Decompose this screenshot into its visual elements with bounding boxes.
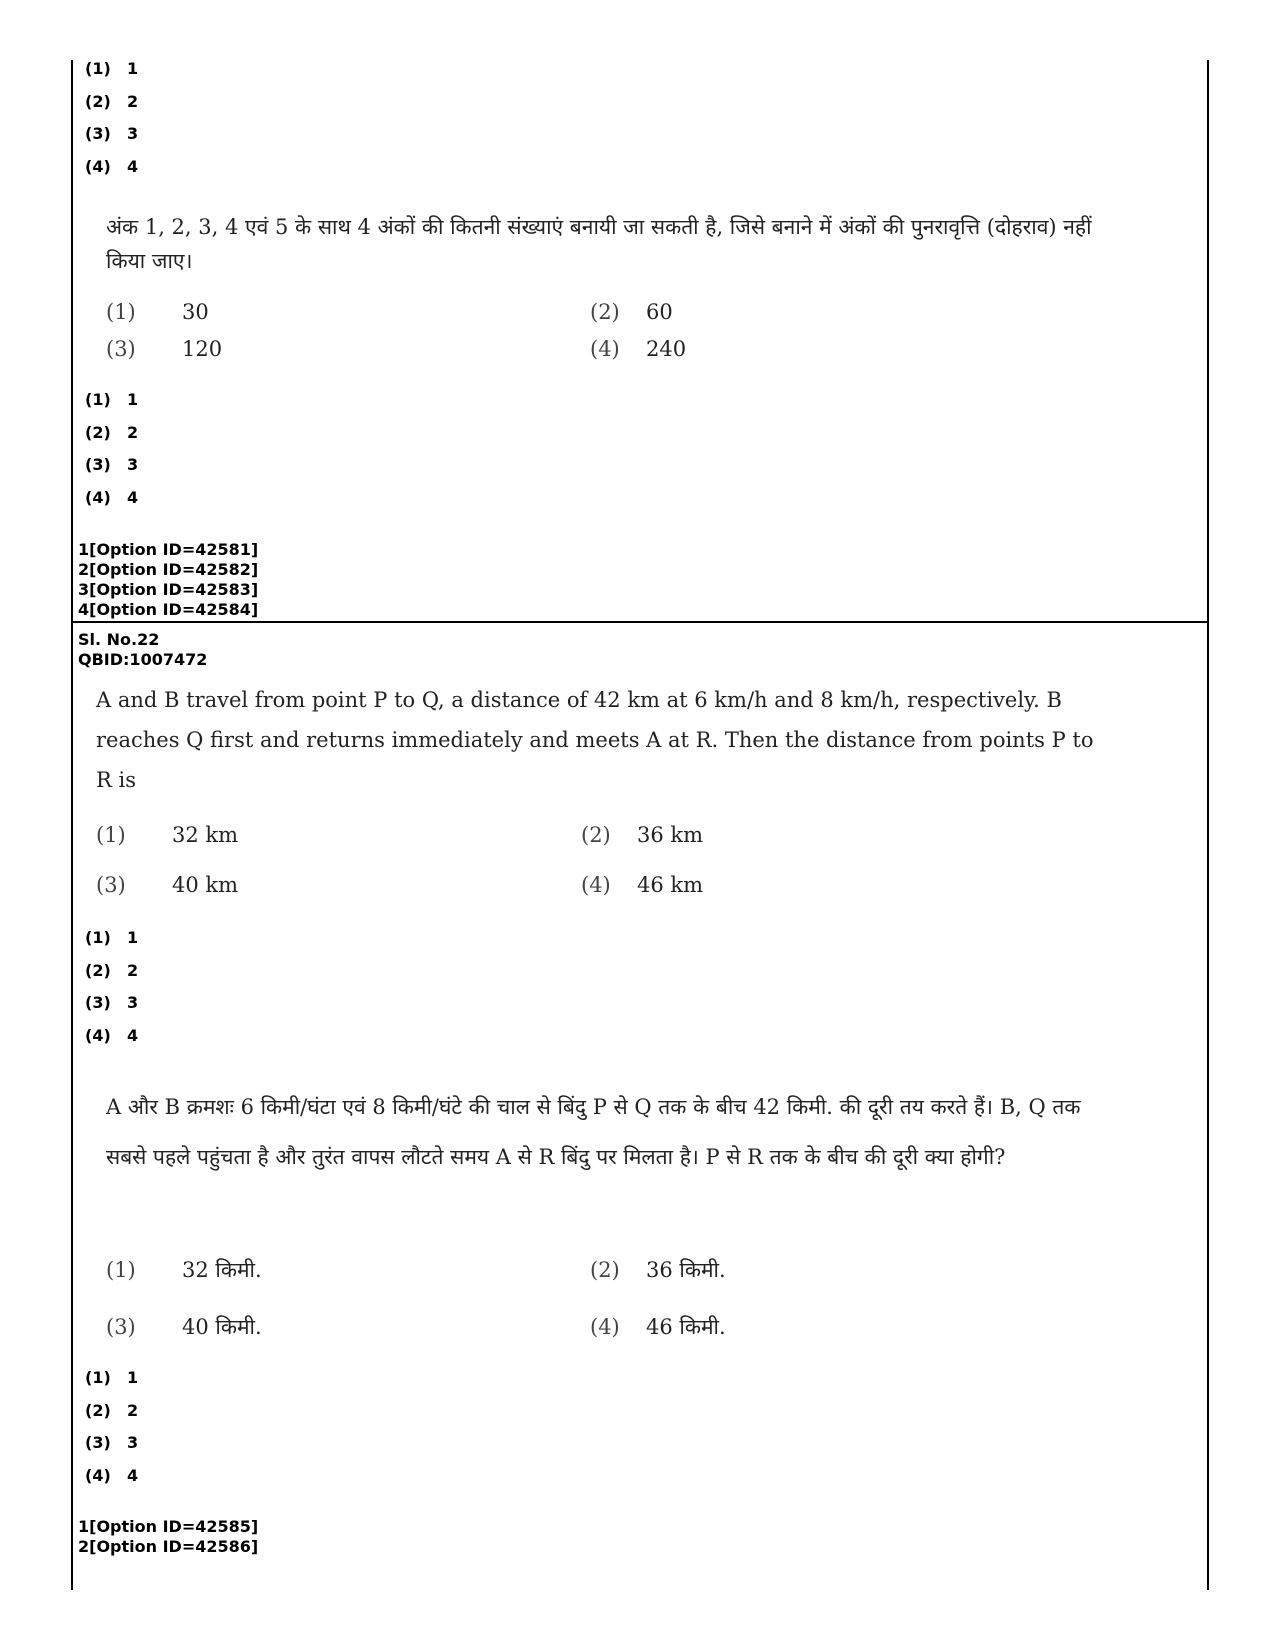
answer-list-q22-en [85, 929, 138, 1059]
q21-choice-3: (3) 120 [106, 337, 223, 361]
answer-option: (3) 3 [85, 124, 139, 143]
q22-en-choice-1: (1) 32 km [96, 823, 239, 847]
answer-option: (3) 3 [85, 993, 139, 1012]
q22-hi-choice-1: (1) 32 किमी. [106, 1258, 262, 1282]
answer-list-q21 [85, 391, 138, 521]
serial-number: Sl. No.22 [78, 630, 160, 649]
answer-option: (4) 4 [85, 1025, 139, 1045]
q22-hindi-text: A और B क्रमशः 6 किमी/घंटा एवं 8 किमी/घंटे की चाल से बिंदु P से Q तक के बीच 42 किमी. की दूरी तय करते हैं। B, Q तक सबसे पहले पहुंचता है और तुरंत वापस लौटते समय A से R बिंदु पर मिलता है। P से R तक के बीच की दूरी क्या होगी? [106, 1095, 1081, 1169]
q22-english-text: A and B travel from point P to Q, a distance of 42 km at 6 km/h and 8 km/h, respectively. B reaches Q first and returns immediately and meets A at R. Then the distance from points P to R is [96, 688, 1094, 792]
answer-list-q22-hi [85, 1369, 138, 1499]
option-id: 1[Option ID=42585] [78, 1517, 259, 1536]
answer-option: (3) 3 [85, 455, 139, 474]
answer-option: (1) 1 [85, 390, 139, 409]
option-id: 4[Option ID=42584] [78, 600, 259, 619]
qbid: QBID:1007472 [78, 650, 208, 669]
answer-option: (1) 1 [85, 1368, 139, 1387]
question-divider [71, 621, 1209, 623]
answer-option: (3) 3 [85, 1433, 139, 1452]
q22-en-choice-2: (2) 36 km [581, 823, 704, 847]
q21-option-ids [78, 540, 258, 620]
q21-choice-2: (2) 60 [590, 300, 673, 324]
q22-header [78, 630, 207, 670]
answer-option: (2) 2 [85, 1400, 139, 1420]
q22-hi-choice-4: (4) 46 किमी. [590, 1315, 726, 1339]
option-id: 3[Option ID=42583] [78, 580, 259, 599]
q21-choice-1: (1) 30 [106, 300, 209, 324]
option-id: 1[Option ID=42581] [78, 540, 259, 559]
answer-option: (2) 2 [85, 960, 139, 980]
option-id: 2[Option ID=42582] [78, 560, 259, 579]
q22-hi-choice-2: (2) 36 किमी. [590, 1258, 726, 1282]
answer-option: (2) 2 [85, 91, 139, 111]
q22-option-ids [78, 1517, 258, 1557]
q22-en-choice-4: (4) 46 km [581, 873, 704, 897]
answer-list-top [85, 60, 138, 190]
answer-option: (4) 4 [85, 156, 139, 176]
q22-hi-choice-3: (3) 40 किमी. [106, 1315, 262, 1339]
answer-option: (1) 1 [85, 928, 139, 947]
answer-option: (4) 4 [85, 487, 139, 507]
option-id: 2[Option ID=42586] [78, 1537, 259, 1556]
answer-option: (2) 2 [85, 422, 139, 442]
answer-option: (4) 4 [85, 1465, 139, 1485]
q21-choice-4: (4) 240 [590, 337, 687, 361]
answer-option: (1) 1 [85, 59, 139, 78]
q21-hindi-text: अंक 1, 2, 3, 4 एवं 5 के साथ 4 अंकों की कितनी संख्याएं बनायी जा सकती है, जिसे बनाने में अंकों की पुनरावृत्ति (दोहराव) नहीं किया जाए। [106, 215, 1092, 273]
q22-en-choice-3: (3) 40 km [96, 873, 239, 897]
